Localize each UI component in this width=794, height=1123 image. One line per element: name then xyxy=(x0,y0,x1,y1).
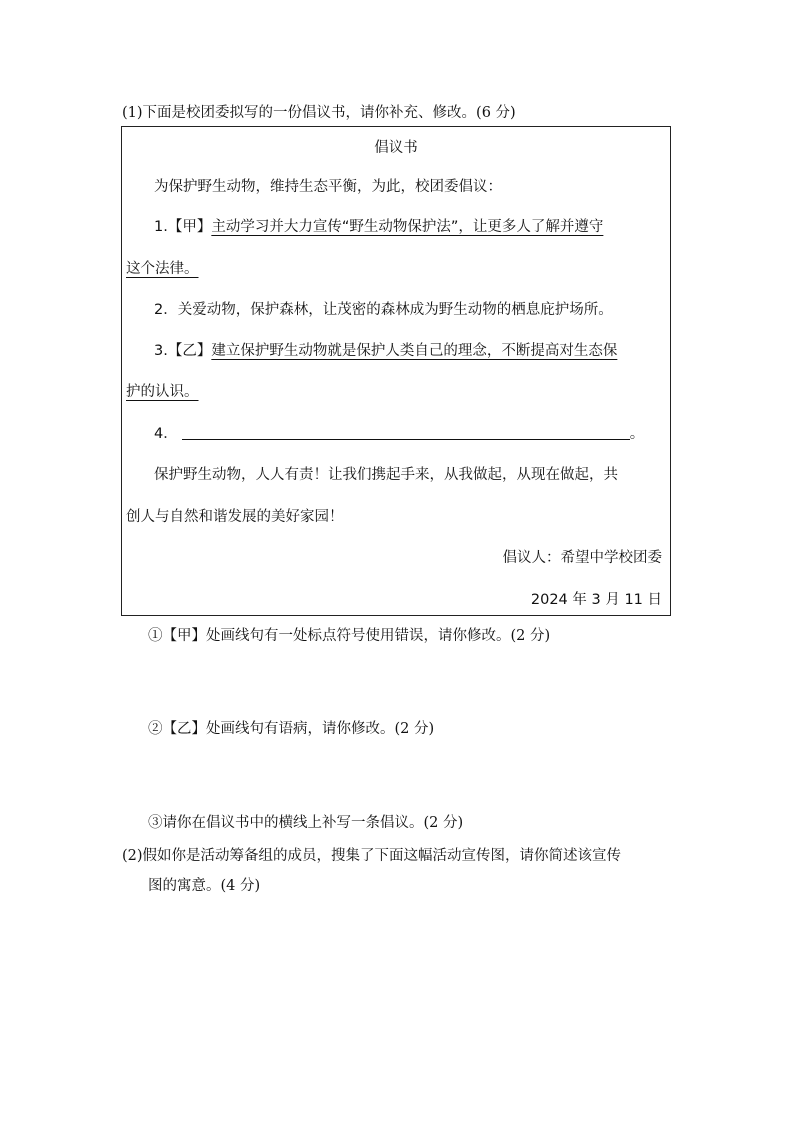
question-2-line-b: 图的寓意。(4 分) xyxy=(148,878,261,894)
sub-question-1: ①【甲】处画线句有一处标点符号使用错误，请你修改。(2 分) xyxy=(148,628,551,644)
item-4-suffix: 。 xyxy=(629,426,645,442)
item-1-prefix: 1.【甲】 xyxy=(154,219,212,235)
proposal-item-1 xyxy=(154,215,603,236)
sub-question-3: ③请你在倡议书中的横线上补写一条倡议。(2 分) xyxy=(148,815,464,831)
item-3-underlined-a: 建立保护野生动物就是保护人类自己的理念，不断提高对生态保 xyxy=(211,343,618,359)
item-1-underlined-b: 这个法律。 xyxy=(126,261,199,277)
proposal-heading: 倡议书 xyxy=(374,140,418,156)
item-1-underlined-a: 主动学习并大力宣传“野生动物保护法”，让更多人了解并遵守 xyxy=(211,219,604,235)
proposal-item-1-cont xyxy=(126,257,199,278)
sub-question-2: ②【乙】处画线句有语病，请你修改。(2 分) xyxy=(148,721,435,737)
proposal-item-2: 2．关爱动物，保护森林，让茂密的森林成为野生动物的栖息庇护场所。 xyxy=(154,302,613,318)
item-4-blank-line[interactable] xyxy=(182,425,630,440)
proposal-item-3-cont xyxy=(126,380,199,401)
item-4-prefix: 4． xyxy=(154,426,178,442)
question-2-line-a: (2)假如你是活动筹备组的成员，搜集了下面这幅活动宣传图，请你简述该宣传 xyxy=(122,848,622,864)
proposal-closing-b: 创人与自然和谐发展的美好家园！ xyxy=(126,509,344,525)
item-3-prefix: 3.【乙】 xyxy=(154,343,212,359)
item-3-underlined-b: 护的认识。 xyxy=(126,384,199,400)
proposal-closing-a: 保护野生动物，人人有责！让我们携起手来，从我做起，从现在做起，共 xyxy=(154,467,618,483)
proposal-box xyxy=(121,126,671,616)
proposal-item-3 xyxy=(154,339,617,360)
question-1-title: (1)下面是校团委拟写的一份倡议书，请你补充、修改。(6 分) xyxy=(122,105,516,121)
proposal-signer: 倡议人：希望中学校团委 xyxy=(502,550,662,566)
proposal-item-4 xyxy=(154,422,644,443)
proposal-date: 2024 年 3 月 11 日 xyxy=(530,592,662,608)
proposal-intro: 为保护野生动物，维持生态平衡，为此，校团委倡议： xyxy=(154,179,502,195)
